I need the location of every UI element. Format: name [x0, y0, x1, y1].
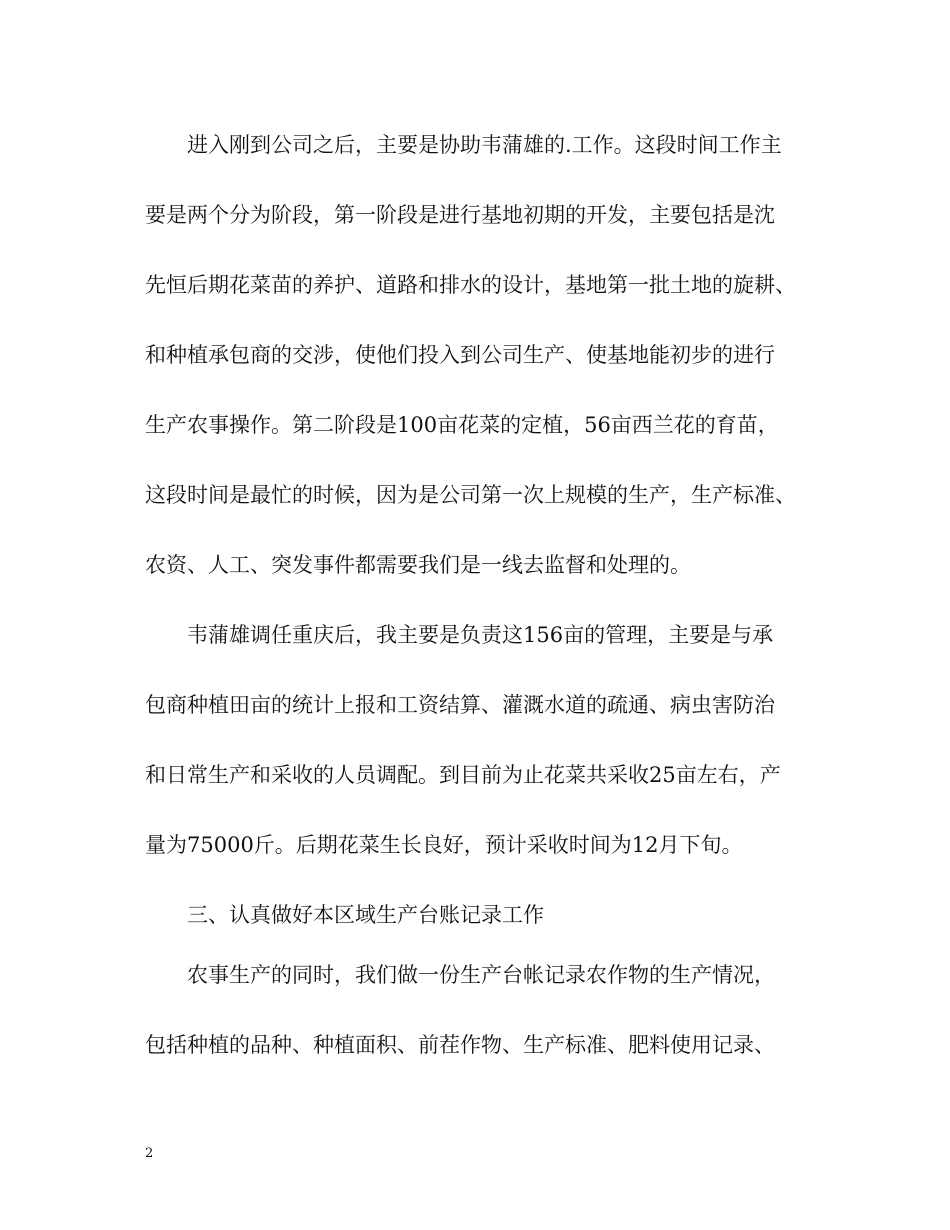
paragraph-2-line-1: 韦蒲雄调任重庆后，我主要是负责这156亩的管理，主要是与承 [187, 623, 774, 647]
paragraph-1-line-7: 农资、人工、突发事件都需要我们是一线去监督和处理的。 [145, 553, 691, 577]
paragraph-1-line-6: 这段时间是最忙的时候，因为是公司第一次上规模的生产，生产标准、 [145, 483, 796, 507]
section-heading: 三、认真做好本区域生产台账记录工作 [187, 903, 544, 927]
paragraph-3-line-1: 农事生产的同时，我们做一份生产台帐记录农作物的生产情况， [187, 963, 775, 987]
page-number: 2 [145, 1146, 154, 1161]
paragraph-2-line-4: 量为75000斤。后期花菜生长良好，预计采收时间为12月下旬。 [145, 833, 743, 857]
paragraph-1-line-4: 和种植承包商的交涉，使他们投入到公司生产、使基地能初步的进行 [145, 343, 775, 367]
paragraph-1-line-3: 先恒后期花菜苗的养护、道路和排水的设计，基地第一批土地的旋耕、 [145, 273, 796, 297]
paragraph-3-line-2: 包括种植的品种、种植面积、前茬作物、生产标准、肥料使用记录、 [145, 1033, 775, 1057]
paragraph-2-line-2: 包商种植田亩的统计上报和工资结算、灌溉水道的疏通、病虫害防治 [145, 693, 775, 717]
paragraph-1-line-2: 要是两个分为阶段，第一阶段是进行基地初期的开发，主要包括是沈 [145, 203, 775, 227]
paragraph-1-line-5: 生产农事操作。第二阶段是100亩花菜的定植，56亩西兰花的育苗， [145, 413, 779, 437]
paragraph-2-line-3: 和日常生产和采收的人员调配。到目前为止花菜共采收25亩左右，产 [145, 763, 781, 787]
paragraph-1-line-1: 进入刚到公司之后，主要是协助韦蒲雄的.工作。这段时间工作主 [187, 133, 782, 157]
